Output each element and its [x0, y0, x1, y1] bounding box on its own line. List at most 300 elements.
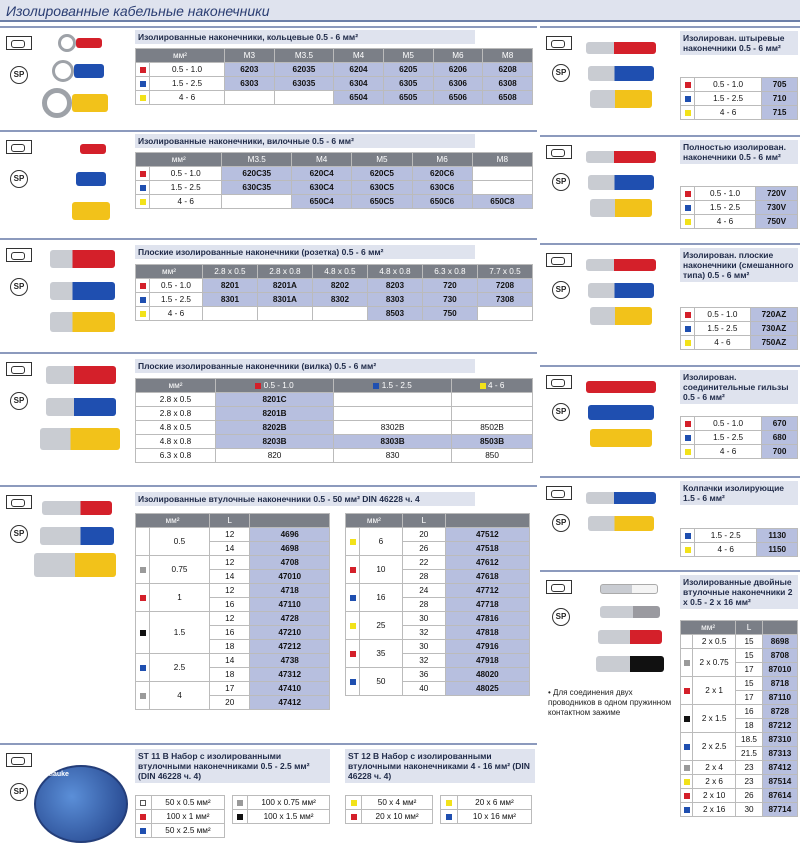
- red-marker: [140, 814, 146, 820]
- table-row: [681, 201, 798, 215]
- butt-connectors-table: [680, 416, 798, 459]
- cell: 62035: [274, 63, 333, 77]
- butt-connectors-image: [588, 405, 654, 420]
- col-header: мм²: [136, 265, 203, 279]
- col-header: 4.8 x 0.8: [367, 265, 422, 279]
- table-row: [136, 612, 330, 626]
- cell: 0.5 - 1.0: [150, 279, 203, 293]
- color-cell: [681, 106, 695, 120]
- color-cell: [136, 612, 150, 654]
- cell: 750AZ: [750, 336, 797, 350]
- butt-connectors-title: Изолирован. соединительные гильзы 0.5 - 6 мм²: [680, 370, 798, 404]
- color-cell: [681, 775, 693, 789]
- cell: 32: [402, 654, 445, 668]
- color-cell: [681, 705, 693, 733]
- cell: 50 x 0.5 мм²: [151, 796, 224, 810]
- cell: 4708: [250, 556, 330, 570]
- table-row: [136, 407, 533, 421]
- color-marker: [684, 660, 690, 666]
- color-cell: [136, 654, 150, 682]
- cell: 47712: [445, 584, 529, 598]
- cell: 25: [360, 612, 403, 640]
- section-insulating-caps: [540, 476, 800, 566]
- cell: 12: [209, 556, 249, 570]
- cell: 47210: [250, 626, 330, 640]
- fork-terminal-blue-image: [76, 172, 106, 186]
- color-cell: [681, 78, 695, 92]
- cell: [334, 407, 452, 421]
- cell: 0.5 - 1.0: [695, 417, 762, 431]
- cell: 630C35: [222, 181, 292, 195]
- cell: 87313: [762, 747, 797, 761]
- color-cell: [136, 556, 150, 584]
- csa-logo: SP: [10, 392, 28, 410]
- cell: 8302: [312, 293, 367, 307]
- cell: 63035: [274, 77, 333, 91]
- cell: 4 - 6: [695, 336, 751, 350]
- color-marker: [685, 191, 691, 197]
- cell: 4698: [250, 542, 330, 556]
- cell: 87110: [762, 691, 797, 705]
- color-marker: [685, 435, 691, 441]
- cell: 1.5 - 2.5: [695, 92, 762, 106]
- cell: 2.8 x 0.8: [136, 407, 216, 421]
- blue-marker: [140, 297, 146, 303]
- cell: 8201C: [216, 393, 334, 407]
- table-row: [346, 668, 530, 682]
- cell: [452, 393, 533, 407]
- cell: 4738: [250, 654, 330, 668]
- col-header: [216, 379, 334, 393]
- kit-st11-title: ST 11 B Набор с изолированными втулочными наконечниками 0.5 - 2.5 мм² (DIN 46228 ч. 4): [135, 749, 330, 783]
- cell: 87614: [762, 789, 797, 803]
- pin-terminals-icon: [546, 36, 572, 50]
- table-row: [681, 733, 798, 747]
- cell: 1130: [757, 529, 798, 543]
- cell: 47818: [445, 626, 529, 640]
- table-row: [136, 421, 533, 435]
- table-row: [681, 705, 798, 719]
- cell: 1150: [757, 543, 798, 557]
- color-cell: [681, 761, 693, 775]
- section-ring-terminals: [0, 26, 537, 126]
- table-row: [681, 445, 798, 459]
- yellow-marker: [351, 800, 357, 806]
- col-header: 4.8 x 0.5: [312, 265, 367, 279]
- cell: 620C5: [352, 167, 412, 181]
- color-cell: [346, 528, 360, 556]
- cell: [202, 307, 257, 321]
- table-row: [346, 584, 530, 598]
- cell: 620C35: [222, 167, 292, 181]
- cell: 7208: [477, 279, 532, 293]
- color-cell: [681, 635, 693, 649]
- cell: 1.5 - 2.5: [695, 529, 757, 543]
- section-flat-female: [0, 238, 537, 343]
- cell: 2 x 4: [693, 761, 736, 775]
- col-header: [334, 379, 452, 393]
- fully-insulated-table: [680, 186, 798, 229]
- cell: 17: [736, 663, 763, 677]
- cell: 15: [736, 677, 763, 691]
- table-row: [136, 167, 533, 181]
- pin-terminals-title: Изолирован. штыревые наконечники 0.5 - 6 мм²: [680, 31, 798, 55]
- ring-terminal-blue-sleeve: [74, 64, 104, 78]
- cell: 705: [762, 78, 798, 92]
- table-row: [681, 649, 798, 663]
- kit-box-image: [34, 765, 128, 843]
- color-marker: [685, 82, 691, 88]
- cell: 850: [452, 449, 533, 463]
- table-row: [346, 528, 530, 542]
- cell: 1.5 - 2.5: [695, 322, 751, 336]
- table-row: [136, 195, 533, 209]
- cell: 4.8 x 0.8: [136, 435, 216, 449]
- cell: 6304: [334, 77, 384, 91]
- cell: 2 x 0.5: [693, 635, 736, 649]
- csa-logo: SP: [552, 514, 570, 532]
- fork-terminal-red-image: [80, 144, 106, 154]
- col-header: M6: [433, 49, 483, 63]
- col-header: L: [209, 514, 249, 528]
- cell: 47612: [445, 556, 529, 570]
- ring-section-title: Изолированные наконечники, кольцевые 0.5 - 6 мм²: [135, 30, 475, 44]
- cell: 7308: [477, 293, 532, 307]
- table-row: [681, 635, 798, 649]
- section-kits: [0, 743, 537, 848]
- color-marker: [350, 623, 356, 629]
- flat-male-yellow-image: [40, 428, 120, 450]
- color-marker: [685, 96, 691, 102]
- kit-st12-table-b: [440, 795, 532, 824]
- cell: 23: [736, 761, 763, 775]
- kit-st11-table-b: [232, 795, 330, 824]
- cell: 87412: [762, 761, 797, 775]
- cell: 14: [209, 570, 249, 584]
- double-ferrule-icon: [546, 580, 572, 594]
- ferrule-blue-image: [40, 527, 114, 545]
- cell: 0.75: [150, 556, 210, 584]
- cell: 650C8: [472, 195, 532, 209]
- cell: 2 x 1: [693, 677, 736, 705]
- ferrule-yellow-image: [34, 553, 116, 577]
- color-marker: [684, 807, 690, 813]
- table-row: [136, 91, 533, 105]
- color-cell: [681, 543, 695, 557]
- red-marker: [140, 67, 146, 73]
- cell: 750V: [756, 215, 798, 229]
- double-ferrule-title: Изолированные двойные втулочные наконечники 2 x 0.5 - 2 x 16 мм²: [680, 575, 798, 609]
- table-row: [136, 435, 533, 449]
- cell: 47512: [445, 528, 529, 542]
- col-header: M4: [292, 153, 352, 167]
- flat-female-icon: [6, 248, 32, 262]
- cell: 47718: [445, 598, 529, 612]
- flat-female-table: [135, 264, 533, 321]
- cell: 6204: [334, 63, 384, 77]
- color-cell: [681, 322, 695, 336]
- kit-st12-table-a: [345, 795, 433, 824]
- ring-terminal-red-image: [58, 34, 76, 52]
- color-marker: [684, 779, 690, 785]
- flat-mixed-image: [588, 283, 654, 298]
- color-cell: [136, 528, 150, 556]
- color-marker: [350, 651, 356, 657]
- cell: 8201A: [257, 279, 312, 293]
- col-header: L: [736, 621, 763, 635]
- cell: [452, 407, 533, 421]
- section-flat-male: [0, 352, 537, 482]
- flat-male-icon: [6, 362, 32, 376]
- col-header: 2.8 x 0.5: [202, 265, 257, 279]
- cell: [477, 307, 532, 321]
- color-marker: [684, 716, 690, 722]
- cell: 4718: [250, 584, 330, 598]
- cell: [257, 307, 312, 321]
- cell: 8718: [762, 677, 797, 691]
- cell: 720AZ: [750, 308, 797, 322]
- insulating-caps-title: Колпачки изолирующие 1.5 - 6 мм²: [680, 481, 798, 505]
- cell: 28: [402, 598, 445, 612]
- section-fully-insulated: [540, 135, 800, 240]
- grey-marker: [237, 800, 243, 806]
- cell: 2 x 1.5: [693, 705, 736, 733]
- col-header: [452, 379, 533, 393]
- table-row: [136, 393, 533, 407]
- fully-insulated-image: [588, 175, 654, 190]
- cell: 20 x 6 мм²: [457, 796, 531, 810]
- cell: 650C5: [352, 195, 412, 209]
- table-row: [136, 654, 330, 668]
- fork-terminal-icon: [6, 140, 32, 154]
- cell: 22: [402, 556, 445, 570]
- col-header: мм²: [136, 514, 210, 528]
- cell: 24: [402, 584, 445, 598]
- ferrule-red-image: [42, 501, 112, 515]
- cell: 0.5 - 1.0: [150, 63, 225, 77]
- page-header: [0, 0, 800, 22]
- col-header: M3.5: [222, 153, 292, 167]
- cell: 26: [402, 542, 445, 556]
- col-header: L: [402, 514, 445, 528]
- cell: 4696: [250, 528, 330, 542]
- cell: 8301: [202, 293, 257, 307]
- ring-table: [135, 48, 533, 105]
- col-header: мм²: [136, 379, 216, 393]
- flat-male-table: [135, 378, 533, 463]
- col-header: [445, 514, 529, 528]
- flat-mixed-image: [586, 259, 656, 271]
- ferrule-icon: [6, 495, 32, 509]
- cell: 4 - 6: [695, 215, 756, 229]
- butt-connectors-image: [586, 381, 656, 393]
- cell: 47918: [445, 654, 529, 668]
- cell: 680: [762, 431, 798, 445]
- butt-connectors-icon: [546, 375, 572, 389]
- col-header: мм²: [136, 49, 225, 63]
- color-marker: [350, 595, 356, 601]
- csa-logo: SP: [10, 783, 28, 801]
- cell: 4 - 6: [150, 307, 203, 321]
- cell: 2 x 6: [693, 775, 736, 789]
- color-marker: [685, 340, 691, 346]
- cell: 8698: [762, 635, 797, 649]
- blue-marker: [140, 81, 146, 87]
- cell: 6308: [483, 77, 533, 91]
- cell: 18: [209, 640, 249, 654]
- cell: 20 x 10 мм²: [362, 810, 433, 824]
- ferrule-table-left: [135, 513, 330, 710]
- color-marker: [685, 326, 691, 332]
- kit-st11-table-a: [135, 795, 225, 838]
- color-marker: [685, 205, 691, 211]
- flat-mixed-image: [590, 307, 652, 325]
- col-header: M4: [334, 49, 384, 63]
- flat-mixed-title: Изолирован. плоские наконечники (смешанного типа) 0.5 - 6 мм²: [680, 248, 798, 282]
- col-header: M3: [225, 49, 275, 63]
- color-cell: [346, 612, 360, 640]
- cell: 8202B: [216, 421, 334, 435]
- pin-terminals-image: [586, 42, 656, 54]
- cell: 8301A: [257, 293, 312, 307]
- ferrule-title: Изолированные втулочные наконечники 0.5 - 50 мм² DIN 46228 ч. 4: [135, 492, 475, 506]
- cell: 47010: [250, 570, 330, 584]
- cell: 4: [150, 682, 210, 710]
- cell: 12: [209, 528, 249, 542]
- cell: 830: [334, 449, 452, 463]
- cell: 6305: [383, 77, 433, 91]
- flat-mixed-table: [680, 307, 798, 350]
- col-header: M8: [483, 49, 533, 63]
- table-row: [681, 106, 798, 120]
- flat-mixed-icon: [546, 253, 572, 267]
- flat-female-title: Плоские изолированные наконечники (розетка) 0.5 - 6 мм²: [135, 245, 475, 259]
- kit-st12-title: ST 12 B Набор с изолированными втулочными наконечниками 4 - 16 мм² (DIN 46228 ч. 4): [345, 749, 535, 783]
- cell: 20: [209, 696, 249, 710]
- cell: 620C4: [292, 167, 352, 181]
- table-row: [681, 308, 798, 322]
- cell: 47618: [445, 570, 529, 584]
- cell: [274, 91, 333, 105]
- cell: 8503B: [452, 435, 533, 449]
- cell: 17: [209, 682, 249, 696]
- table-row: [136, 293, 533, 307]
- table-row: [136, 528, 330, 542]
- cell: 4728: [250, 612, 330, 626]
- cell: 2 x 10: [693, 789, 736, 803]
- flat-female-blue-image: [50, 282, 115, 300]
- fully-insulated-image: [586, 151, 656, 163]
- cell: 10: [360, 556, 403, 584]
- ring-terminal-blue-image: [52, 60, 74, 82]
- col-header: 2.8 x 0.8: [257, 265, 312, 279]
- cell: 14: [209, 542, 249, 556]
- color-marker: [685, 110, 691, 116]
- col-header: мм²: [681, 621, 736, 635]
- cell: 100 x 1 мм²: [151, 810, 224, 824]
- color-cell: [681, 308, 695, 322]
- cell: 47410: [250, 682, 330, 696]
- cell: 730AZ: [750, 322, 797, 336]
- color-cell: [681, 677, 693, 705]
- table-row: [346, 640, 530, 654]
- cell: 4.8 x 0.5: [136, 421, 216, 435]
- cell: 18: [736, 719, 763, 733]
- cell: 10 x 16 мм²: [457, 810, 531, 824]
- double-ferrule-white-image: [600, 584, 658, 594]
- cell: 2 x 0.75: [693, 649, 736, 677]
- cell: 40: [402, 682, 445, 696]
- cell: 87514: [762, 775, 797, 789]
- cell: 8303B: [334, 435, 452, 449]
- table-row: [136, 556, 330, 570]
- table-row: [136, 63, 533, 77]
- col-header: M5: [352, 153, 412, 167]
- cell: 630C5: [352, 181, 412, 195]
- page-title: Изолированные кабельные наконечники: [6, 3, 270, 19]
- cell: 0.5 - 1.0: [695, 308, 751, 322]
- flat-male-title: Плоские изолированные наконечники (вилка) 0.5 - 6 мм²: [135, 359, 475, 373]
- csa-logo: SP: [552, 281, 570, 299]
- black-marker: [237, 814, 243, 820]
- color-cell: [346, 556, 360, 584]
- table-row: [681, 761, 798, 775]
- cell: 18.5: [736, 733, 763, 747]
- cell: 1.5 - 2.5: [695, 431, 762, 445]
- cell: 14: [209, 654, 249, 668]
- cell: 8708: [762, 649, 797, 663]
- cell: 2 x 16: [693, 803, 736, 817]
- cell: 720: [422, 279, 477, 293]
- cell: 21.5: [736, 747, 763, 761]
- pin-terminals-image: [590, 90, 652, 108]
- cell: 4 - 6: [695, 106, 762, 120]
- section-ferrules: [0, 485, 537, 743]
- cell: 20: [402, 528, 445, 542]
- cell: 6: [360, 528, 403, 556]
- table-row: [136, 279, 533, 293]
- color-marker: [350, 539, 356, 545]
- yellow-marker: [140, 95, 146, 101]
- insulating-caps-table: [680, 528, 798, 557]
- yellow-marker: [140, 311, 146, 317]
- cell: 4 - 6: [695, 543, 757, 557]
- cell: 720V: [756, 187, 798, 201]
- cell: 23: [736, 775, 763, 789]
- color-marker: [140, 567, 146, 573]
- col-header: M8: [472, 153, 532, 167]
- cell: 16: [209, 598, 249, 612]
- white-marker: [140, 800, 146, 806]
- cell: 6203: [225, 63, 275, 77]
- pin-terminals-table: [680, 77, 798, 120]
- table-row: [681, 775, 798, 789]
- color-cell: [681, 803, 693, 817]
- cell: 1: [150, 584, 210, 612]
- table-row: [681, 543, 798, 557]
- cell: 0.5 - 1.0: [695, 78, 762, 92]
- cell: 6206: [433, 63, 483, 77]
- cell: 6505: [383, 91, 433, 105]
- cell: 50 x 4 мм²: [362, 796, 433, 810]
- color-marker: [350, 567, 356, 573]
- color-cell: [136, 682, 150, 710]
- cell: 50 x 2.5 мм²: [151, 824, 224, 838]
- cell: 35: [360, 640, 403, 668]
- section-pin-terminals: [540, 26, 800, 131]
- color-marker: [684, 744, 690, 750]
- color-marker: [140, 693, 146, 699]
